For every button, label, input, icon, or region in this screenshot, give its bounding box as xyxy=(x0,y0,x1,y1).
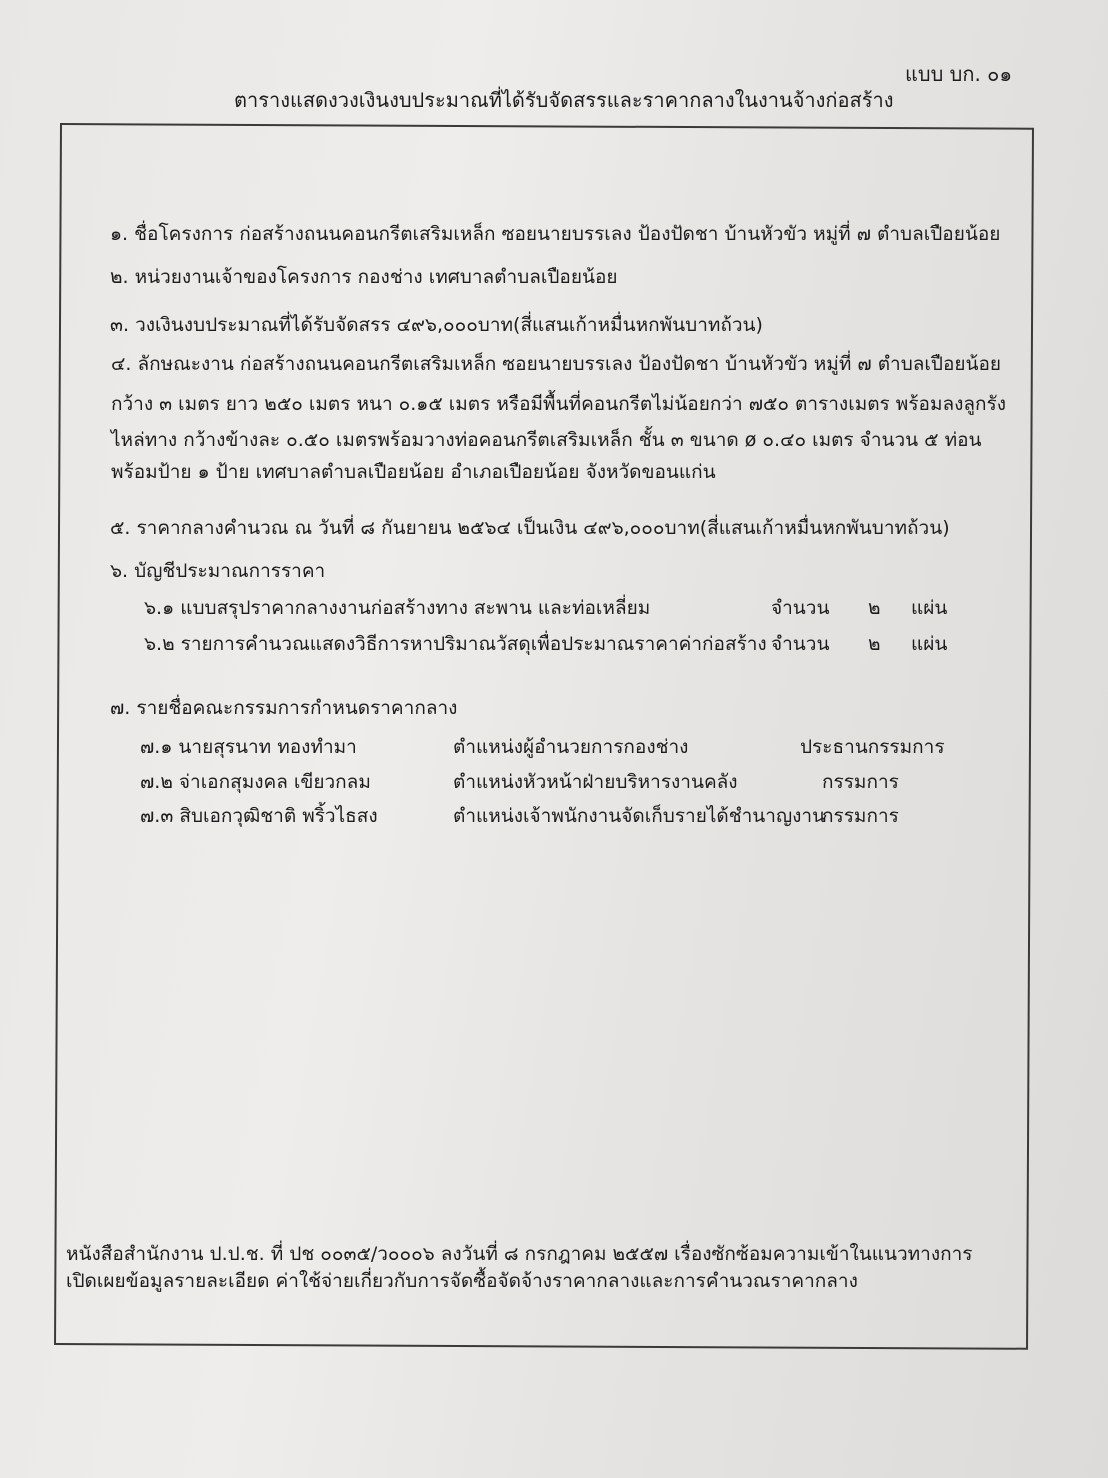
item-4-line-1: ๔. ลักษณะงาน ก่อสร้างถนนคอนกรีตเสริมเหล็ก ซอยนายบรรเลง ป้องปัดชา บ้านหัวขัว หมู่ที่ ๗ ตำบลเปือยน้อย xyxy=(111,353,1002,375)
footer-reference-line-1: หนังสือสำนักงาน ป.ป.ช. ที่ ปช ๐๐๓๕/ว๐๐๐๖ ลงวันที่ ๘ กรกฎาคม ๒๕๕๗ เรื่องซักซ้อมความเข้าในแนวทางการ xyxy=(66,1243,973,1265)
form-code: แบบ บก. ๐๑ xyxy=(905,62,1013,86)
committee-role: กรรมการ xyxy=(822,771,899,793)
committee-name: ๗.๓ สิบเอกวุฒิชาติ พริ้วไธสง xyxy=(140,805,378,827)
estimate-row-unit: แผ่น xyxy=(911,633,948,655)
committee-position: ตำแหน่งหัวหน้าฝ่ายบริหารงานคลัง xyxy=(453,771,738,793)
estimate-row-desc: ๖.๒ รายการคำนวณแสดงวิธีการหาปริมาณวัสดุเพื่อประมาณราคาค่าก่อสร้าง xyxy=(144,633,767,655)
item-7-heading: ๗. รายชื่อคณะกรรมการกำหนดราคากลาง xyxy=(110,697,458,719)
item-5-median-price: ๕. ราคากลางคำนวณ ณ วันที่ ๘ กันยายน ๒๕๖๔ เป็นเงิน ๔๙๖,๐๐๐บาท(สี่แสนเก้าหมื่นหกพันบาทถ้วน) xyxy=(110,517,950,539)
committee-position: ตำแหน่งเจ้าพนักงานจัดเก็บรายได้ชำนาญงาน xyxy=(453,805,826,827)
item-2-agency: ๒. หน่วยงานเจ้าของโครงการ กองช่าง เทศบาลตำบลเปือยน้อย xyxy=(110,266,618,288)
item-4-line-2: กว้าง ๓ เมตร ยาว ๒๕๐ เมตร หนา ๐.๑๕ เมตร หรือมีพื้นที่คอนกรีตไม่น้อยกว่า ๗๕๐ ตารางเมตร พร้อมลงลูกรัง xyxy=(111,393,1007,415)
estimate-row-qty-label: จำนวน xyxy=(771,597,830,619)
estimate-row-qty: ๒ xyxy=(868,633,881,655)
item-4-line-4: พร้อมป้าย ๑ ป้าย เทศบาลตำบลเปือยน้อย อำเภอเปือยน้อย จังหวัดขอนแก่น xyxy=(111,461,716,483)
estimate-row-unit: แผ่น xyxy=(911,597,948,619)
committee-position: ตำแหน่งผู้อำนวยการกองช่าง xyxy=(453,736,689,758)
page-title: ตารางแสดงวงเงินงบประมาณที่ได้รับจัดสรรและราคากลางในงานจ้างก่อสร้าง xyxy=(234,88,894,112)
committee-role: กรรมการ xyxy=(822,805,899,827)
item-4-line-3: ไหล่ทาง กว้างข้างละ ๐.๕๐ เมตรพร้อมวางท่อคอนกรีตเสริมเหล็ก ชั้น ๓ ขนาด ø ๐.๔๐ เมตร จำนวน ๕ ท่อน xyxy=(111,429,982,451)
estimate-row-desc: ๖.๑ แบบสรุปราคากลางงานก่อสร้างทาง สะพาน และท่อเหลี่ยม xyxy=(144,597,651,619)
item-1-project-name: ๑. ชื่อโครงการ ก่อสร้างถนนคอนกรีตเสริมเหล็ก ซอยนายบรรเลง ป้องปัดชา บ้านหัวขัว หมู่ที่ ๗ ตำบลเปือยน้อย xyxy=(110,223,1001,245)
committee-name: ๗.๑ นายสุรนาท ทองทำมา xyxy=(140,736,357,758)
estimate-row-qty-label: จำนวน xyxy=(771,633,830,655)
item-6-heading: ๖. บัญชีประมาณการราคา xyxy=(110,560,326,582)
footer-reference-line-2: เปิดเผยข้อมูลรายละเอียด ค่าใช้จ่ายเกี่ยวกับการจัดซื้อจัดจ้างราคากลางและการคำนวณราคากลาง xyxy=(66,1270,858,1292)
committee-role: ประธานกรรมการ xyxy=(800,736,945,758)
item-3-budget: ๓. วงเงินงบประมาณที่ได้รับจัดสรร ๔๙๖,๐๐๐บาท(สี่แสนเก้าหมื่นหกพันบาทถ้วน) xyxy=(110,314,763,336)
committee-name: ๗.๒ จ่าเอกสุมงคล เขียวกลม xyxy=(140,771,371,793)
estimate-row-qty: ๒ xyxy=(868,597,881,619)
